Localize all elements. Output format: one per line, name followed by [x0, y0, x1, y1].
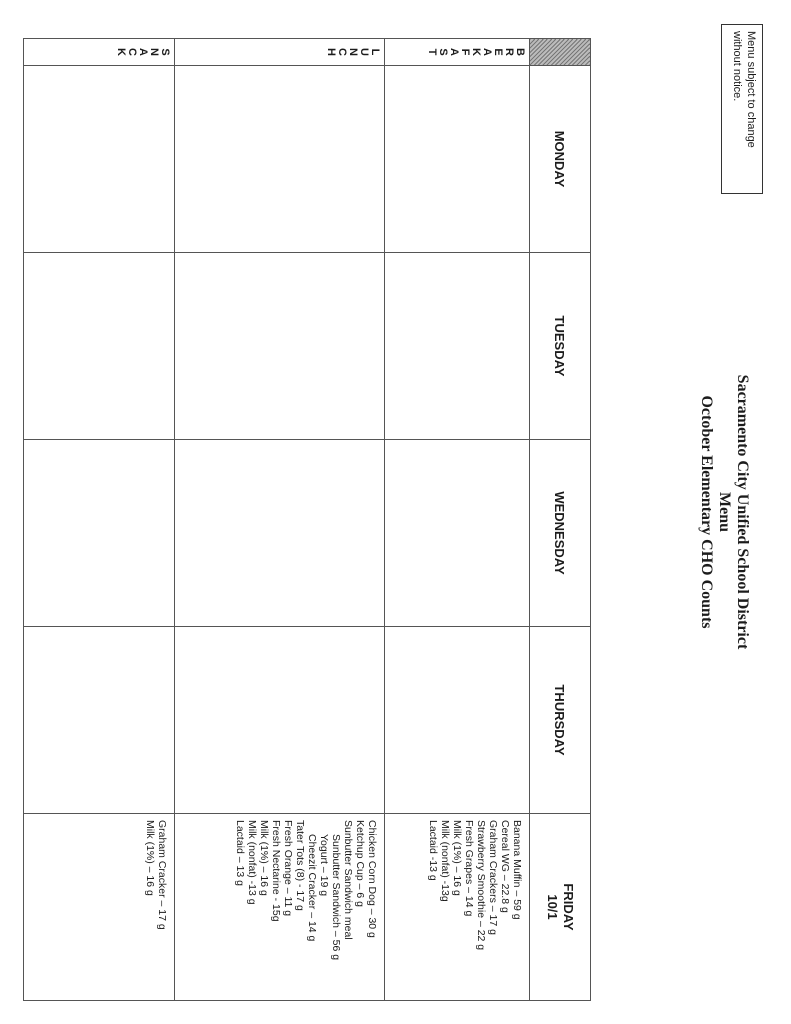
menu-item: Lactaid – 13 g	[234, 820, 246, 886]
menu-item: Milk (1%) – 16 g	[144, 820, 156, 896]
snack-tuesday	[24, 253, 175, 440]
menu-item: Milk (1%) – 16 g	[258, 820, 270, 896]
menu-item: Sunbutter Sandwich – 56 g	[330, 834, 342, 961]
breakfast-thursday	[385, 627, 530, 814]
menu-item: Yogurt – 19 g	[318, 834, 330, 897]
lunch-thursday	[175, 627, 385, 814]
breakfast-row	[385, 39, 530, 1001]
menu-item: Fresh Nectarine - 15g	[270, 820, 282, 922]
day-header-thursday: THURSDAY	[530, 627, 591, 814]
menu-item: Milk (1%) – 16 g	[451, 820, 463, 896]
lunch-label: L U N C H	[175, 39, 385, 66]
snack-label: S N A C K	[24, 39, 175, 66]
breakfast-monday	[385, 66, 530, 253]
menu-item: Cheezit Cracker – 14 g	[306, 834, 318, 942]
menu-table	[23, 38, 591, 1001]
district-title: Sacramento City Unified School District	[734, 374, 751, 650]
menu-item: Chicken Corn Dog – 30 g	[366, 820, 378, 938]
snack-thursday	[24, 627, 175, 814]
month-title: October Elementary CHO Counts	[698, 395, 715, 629]
menu-item: Graham Cracker – 17 g	[156, 820, 168, 930]
menu-title: Menu	[716, 492, 733, 532]
snack-friday	[24, 814, 175, 1001]
lunch-tuesday	[175, 253, 385, 440]
menu-item: Fresh Grapes – 14 g	[463, 820, 475, 917]
snack-monday	[24, 66, 175, 253]
menu-item: Graham Crackers – 17 g	[487, 820, 499, 935]
menu-item: Fresh Orange – 11 g	[282, 820, 294, 917]
menu-item: Sunbutter Sandwich meal	[342, 820, 354, 940]
breakfast-friday	[385, 814, 530, 1001]
menu-item: Milk (nonfat) -13g	[439, 820, 451, 902]
friday-date: 10/1	[545, 894, 560, 920]
snack-row	[24, 39, 175, 1001]
breakfast-wednesday	[385, 440, 530, 627]
notice-line-1: Menu subject to change	[745, 31, 757, 148]
notice-line-2: without notice.	[731, 31, 743, 102]
lunch-monday	[175, 66, 385, 253]
day-header-tuesday: TUESDAY	[530, 253, 591, 440]
menu-item: Ketchup Cup – 6 g	[354, 820, 366, 907]
breakfast-label: B R E A K F A S T	[385, 39, 530, 66]
menu-item: Banana Muffin – 59 g	[511, 820, 523, 920]
breakfast-tuesday	[385, 253, 530, 440]
menu-item: Lactaid -13 g	[427, 820, 439, 881]
friday-label: FRIDAY	[561, 883, 576, 931]
day-header-row	[530, 39, 591, 1001]
menu-item: Cereal WG – 22.8 g	[499, 820, 511, 913]
menu-item: Milk (nonfat) -13 g	[246, 820, 258, 905]
title-block	[697, 0, 751, 1024]
menu-item: Strawberry Smoothie – 22 g	[475, 820, 487, 951]
corner-cell	[530, 39, 591, 66]
lunch-row	[175, 39, 385, 1001]
menu-item: Tater Tots (8) - 17 g	[294, 820, 306, 911]
day-header-monday: MONDAY	[530, 66, 591, 253]
lunch-friday	[175, 814, 385, 1001]
day-header-wednesday: WEDNESDAY	[530, 440, 591, 627]
lunch-wednesday	[175, 440, 385, 627]
snack-wednesday	[24, 440, 175, 627]
day-header-friday	[530, 814, 591, 1001]
